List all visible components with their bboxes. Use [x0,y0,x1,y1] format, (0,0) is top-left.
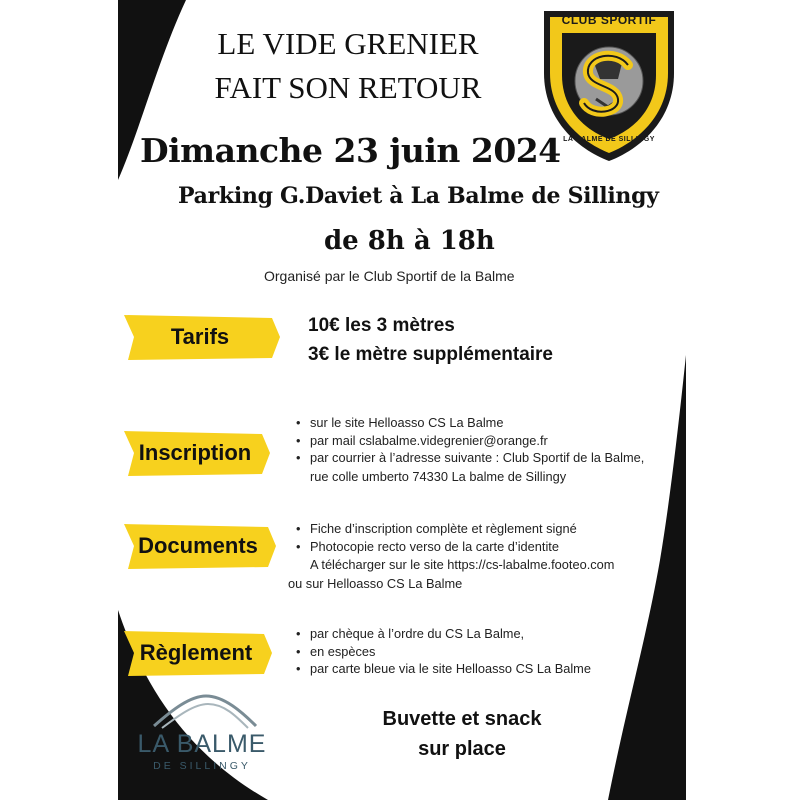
buvette-line-1: Buvette et snack [382,708,542,730]
buvette-text [350,704,574,764]
reglement-item-cheque: par chèque à l’ordre du CS La Balme, [310,626,525,641]
bullet: • [296,521,301,536]
documents-or-line: ou sur Helloasso CS La Balme [288,576,463,591]
reglement-tag [120,628,272,678]
inscription-item-helloasso: sur le site Helloasso CS La Balme [310,415,504,430]
reglement-item-especes: en espèces [310,643,376,659]
inscription-item-courrier: par courrier à l’adresse suivante : Club Sportif de la Balme, [310,450,645,465]
mountain-icon [132,690,272,732]
tarifs-tag [120,312,280,362]
list-item [294,538,577,556]
reglement-label: Règlement [139,640,253,665]
documents-download: A télécharger sur le site https://cs-labalme.footeo.com [310,557,615,572]
list-item [294,643,591,661]
list-item [294,520,577,538]
la-balme-logo-main: LA BALME [137,730,267,758]
tarif-price-2: 3€ le mètre supplémentaire [308,344,553,365]
list-item [294,660,591,678]
reglement-list [294,625,591,678]
documents-label: Documents [138,533,258,558]
bullet: • [296,538,301,554]
bullet: • [296,661,301,676]
list-item [294,432,644,450]
title-line-2: FAIT SON RETOUR [214,70,482,105]
bullet: • [296,450,301,465]
tarifs-label: Tarifs [170,324,230,349]
inscription-label: Inscription [138,440,252,465]
poster [118,0,686,800]
la-balme-logo-sub: DE SILLINGY [153,760,251,772]
tarif-price-1: 10€ les 3 mètres [308,315,455,336]
inscription-list [294,414,644,467]
list-item [294,449,644,467]
reglement-item-carte: par carte bleue via le site Helloasso CS La Balme [310,661,591,676]
list-item [294,625,591,643]
bullet: • [296,643,301,659]
title-line-1: LE VIDE GRENIER [217,26,479,61]
organiser-text: Organisé par le Club Sportif de la Balme [264,268,515,284]
event-hours: de 8h à 18h [324,226,495,256]
documents-list [294,520,577,555]
event-date: Dimanche 23 juin 2024 [140,131,561,170]
club-logo-top-text: CLUB SPORTIF [561,13,657,27]
list-item [294,414,644,432]
club-logo-ring-text: LA BALME DE SILLINGY [563,136,655,143]
inscription-address: rue colle umberto 74330 La balme de Sillingy [310,469,567,484]
la-balme-logo [132,690,272,780]
bullet: • [296,415,301,430]
inscription-item-email: par mail cslabalme.videgrenier@orange.fr [310,432,548,448]
event-place: Parking G.Daviet à La Balme de Sillingy [178,183,659,209]
documents-tag [120,521,276,571]
documents-item-photocopie: Photocopie recto verso de la carte d’identite [310,538,559,554]
buvette-line-2: sur place [418,738,506,760]
inscription-tag [120,428,270,478]
bullet: • [296,432,301,448]
documents-item-fiche: Fiche d’inscription complète et règlement signé [310,521,577,536]
bullet: • [296,626,301,641]
